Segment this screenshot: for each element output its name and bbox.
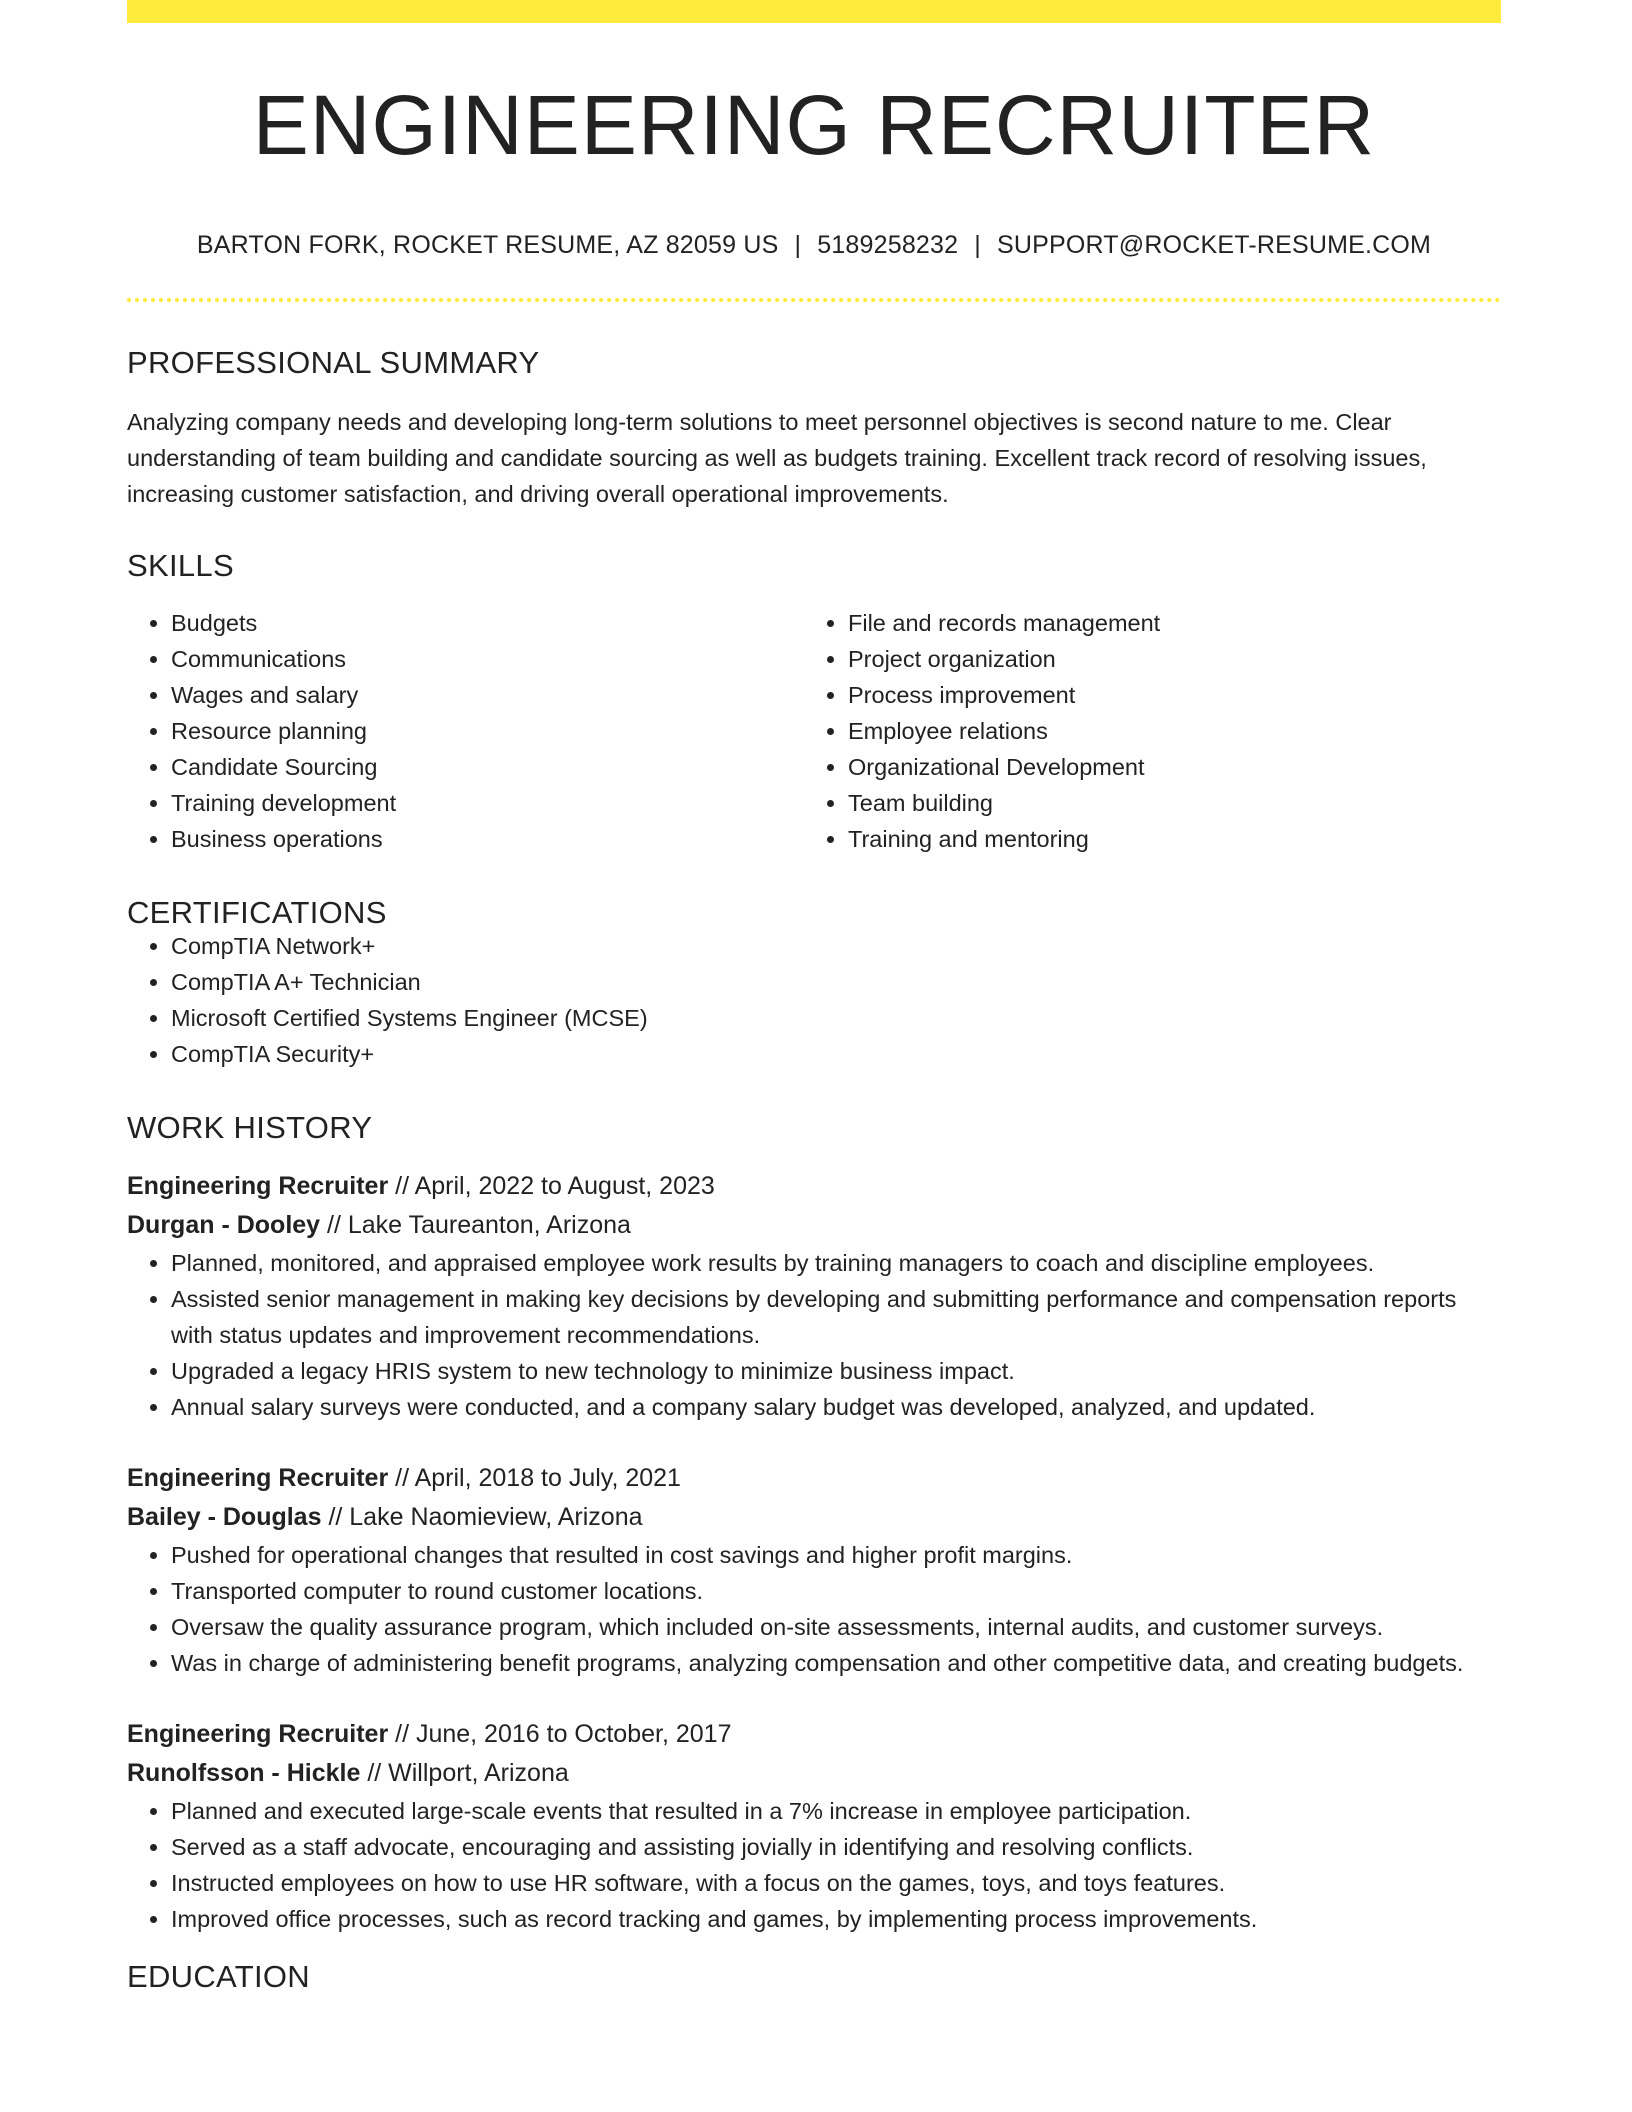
job-dates: // April, 2018 to July, 2021: [388, 1464, 681, 1492]
job-bullet: • Transported computer to round customer locations.: [171, 1573, 1501, 1609]
skill-item: • Wages and salary: [171, 677, 804, 713]
skill-item: • Team building: [848, 785, 1481, 821]
resume-page: [127, 0, 1501, 1992]
certification-item: • CompTIA A+ Technician: [171, 964, 1501, 1000]
job-bullets: [127, 1537, 1501, 1681]
job-role: Engineering Recruiter: [127, 1172, 389, 1200]
skill-item: • Training development: [171, 785, 804, 821]
summary-text: Analyzing company needs and developing long-term solutions to meet personnel objectives is second nature to me. Clear understanding of team building and candidate sourcing as well as budgets training. Excellent track record of resolving issues, increasing customer satisfaction, and driving overall operational improvements.: [127, 409, 1427, 507]
job-bullet: • Instructed employees on how to use HR software, with a focus on the games, toys, and toys features.: [171, 1865, 1501, 1901]
job-company: Runolfsson - Hickle: [127, 1759, 361, 1787]
job-company: Bailey - Douglas: [127, 1503, 322, 1531]
skill-item: • Candidate Sourcing: [171, 749, 804, 785]
summary-heading: PROFESSIONAL SUMMARY: [127, 345, 540, 380]
contact-line: [127, 233, 1501, 258]
job-title-line: [127, 1459, 1501, 1498]
job-bullet: • Planned and executed large-scale events that resulted in a 7% increase in employee participation.: [171, 1793, 1501, 1829]
skills-column-left: [127, 605, 804, 857]
job-entry: [127, 1167, 1501, 1425]
contact-separator: |: [794, 231, 802, 259]
job-bullet: • Pushed for operational changes that resulted in cost savings and higher profit margins.: [171, 1537, 1501, 1573]
job-bullet: • Assisted senior management in making key decisions by developing and submitting performance and compensation reports with status updates and improvement recommendations.: [171, 1281, 1501, 1353]
job-location: // Lake Naomieview, Arizona: [321, 1503, 643, 1531]
certifications-list: [127, 928, 1501, 1072]
skill-item: • Communications: [171, 641, 804, 677]
job-company-line: [127, 1498, 1501, 1537]
skills-column-right: [804, 605, 1481, 857]
job-company-line: [127, 1754, 1501, 1793]
job-bullet: • Planned, monitored, and appraised employee work results by training managers to coach and discipline employees.: [171, 1245, 1501, 1281]
certifications-heading: CERTIFICATIONS: [127, 895, 387, 930]
skill-item: • Process improvement: [848, 677, 1481, 713]
job-bullet: • Upgraded a legacy HRIS system to new technology to minimize business impact.: [171, 1353, 1501, 1389]
job-bullet: • Served as a staff advocate, encouraging and assisting jovially in identifying and resolving conflicts.: [171, 1829, 1501, 1865]
skill-item: • Employee relations: [848, 713, 1481, 749]
job-dates: // April, 2022 to August, 2023: [388, 1172, 715, 1200]
accent-bar: [127, 0, 1501, 23]
skill-item: • Business operations: [171, 821, 804, 857]
certification-item: • Microsoft Certified Systems Engineer (MCSE): [171, 1000, 1501, 1036]
certification-item: • CompTIA Security+: [171, 1036, 1501, 1072]
skill-item: • Training and mentoring: [848, 821, 1481, 857]
job-title-line: [127, 1715, 1501, 1754]
skills-heading: SKILLS: [127, 548, 234, 583]
job-title-line: [127, 1167, 1501, 1206]
skill-item: • Resource planning: [171, 713, 804, 749]
education-heading: EDUCATION: [127, 1959, 310, 1994]
job-bullet: • Was in charge of administering benefit programs, analyzing compensation and other competitive data, and creating budgets.: [171, 1645, 1501, 1681]
job-entry: [127, 1715, 1501, 1937]
job-dates: // June, 2016 to October, 2017: [388, 1720, 732, 1748]
job-bullet: • Annual salary surveys were conducted, and a company salary budget was developed, analyzed, and updated.: [171, 1389, 1501, 1425]
skill-item: • Organizational Development: [848, 749, 1481, 785]
skill-item: • File and records management: [848, 605, 1481, 641]
job-company-line: [127, 1206, 1501, 1245]
job-bullets: [127, 1245, 1501, 1425]
contact-email: SUPPORT@ROCKET-RESUME.COM: [996, 231, 1432, 259]
job-bullet: • Oversaw the quality assurance program, which included on-site assessments, internal audits, and customer surveys.: [171, 1609, 1501, 1645]
job-location: // Lake Taureanton, Arizona: [320, 1211, 631, 1239]
job-role: Engineering Recruiter: [127, 1464, 389, 1492]
contact-address: BARTON FORK, ROCKET RESUME, AZ 82059 US: [196, 231, 779, 259]
skill-item: • Project organization: [848, 641, 1481, 677]
job-entry: [127, 1459, 1501, 1681]
skills-list-right: [804, 605, 1481, 857]
job-bullets: [127, 1793, 1501, 1937]
job-bullet: • Improved office processes, such as record tracking and games, by implementing process improvements.: [171, 1901, 1501, 1937]
job-location: // Willport, Arizona: [360, 1759, 569, 1787]
certification-item: • CompTIA Network+: [171, 928, 1501, 964]
dotted-divider: [127, 298, 1501, 302]
skills-list-left: [127, 605, 804, 857]
job-company: Durgan - Dooley: [127, 1211, 321, 1239]
skill-item: • Budgets: [171, 605, 804, 641]
resume-name: ENGINEERING RECRUITER: [252, 78, 1376, 172]
contact-phone: 5189258232: [817, 231, 959, 259]
work-history-heading: WORK HISTORY: [127, 1110, 373, 1145]
skills-grid: [127, 605, 1501, 857]
contact-separator: |: [974, 231, 981, 259]
job-role: Engineering Recruiter: [127, 1720, 389, 1748]
